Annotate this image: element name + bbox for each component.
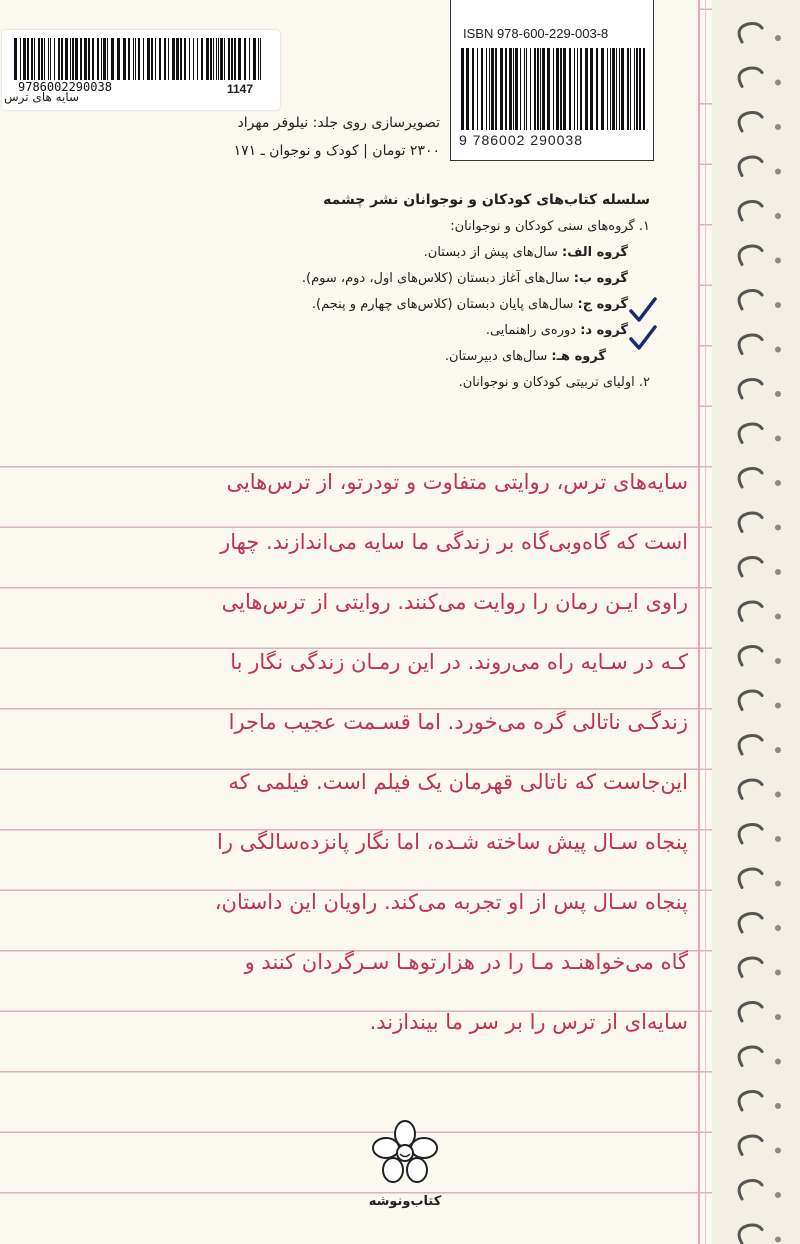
barcode-bar	[610, 48, 611, 130]
barcode-bar	[128, 38, 130, 80]
barcode-bar	[495, 48, 497, 130]
barcode-bar	[258, 38, 259, 80]
binding-ring	[739, 691, 762, 710]
barcode-bar	[461, 48, 464, 130]
barcode-bar	[500, 48, 503, 130]
binding-hole	[775, 35, 781, 41]
barcode-bar	[524, 48, 525, 130]
barcode-bar	[234, 38, 236, 80]
binding-ring	[739, 647, 762, 666]
barcode-bar	[159, 38, 161, 80]
barcode-bar	[590, 48, 593, 130]
barcode-bar	[228, 38, 230, 80]
barcode-bar	[491, 48, 494, 130]
blurb-line: سایه‌های ترس، روایتی متفاوت و تودرتو، از ترس‌هایی	[226, 470, 688, 494]
sticker-barcode-number: 9786002290038	[18, 80, 112, 94]
barcode-bar	[184, 38, 186, 80]
blurb-line: پنجاه سـال پیش ساخته شـده، اما نگار پانزده‌سالگی را	[217, 830, 688, 854]
binding-ring	[739, 469, 762, 488]
barcode-bar	[48, 38, 49, 80]
isbn-box	[450, 0, 654, 161]
barcode-bar	[172, 38, 175, 80]
barcode-bar	[80, 38, 82, 80]
blurb-line: کـه در سـایه راه می‌روند. در این رمـان زندگی نگار با	[230, 650, 688, 674]
binding-ring	[739, 113, 762, 132]
barcode-bar	[580, 48, 582, 130]
barcode-bar	[155, 38, 156, 80]
barcode-bar	[537, 48, 539, 130]
barcode-bar	[65, 38, 68, 80]
series-row	[130, 214, 650, 240]
barcode-bar	[627, 48, 629, 130]
barcode-bar	[147, 38, 150, 80]
binding-ring	[739, 380, 762, 399]
series-row-text: ۲. اولیای تربیتی کودکان و نوجوانان.	[458, 375, 650, 390]
binding-hole	[775, 1059, 781, 1065]
barcode-bar	[560, 48, 562, 130]
binding-hole	[775, 436, 781, 442]
binding-hole	[775, 1192, 781, 1198]
barcode-bar	[38, 38, 40, 80]
barcode-bar	[253, 38, 256, 80]
binding-hole	[775, 391, 781, 397]
blurb-line: زندگـی ناتالی گره می‌خورد. اما قسـمت عجیب ماجرا	[228, 710, 688, 734]
spiral-binding	[712, 0, 800, 1244]
isbn-barcode	[461, 48, 647, 130]
barcode-bar	[70, 38, 71, 80]
barcode-bar	[75, 38, 78, 80]
barcode-bar	[61, 38, 63, 80]
binding-hole	[775, 1103, 781, 1109]
binding-ring	[739, 1003, 762, 1022]
barcode-bar	[107, 38, 108, 80]
barcode-bar	[244, 38, 246, 80]
binding-ring	[739, 736, 762, 755]
binding-hole	[775, 881, 781, 887]
binding-ring	[739, 202, 762, 221]
cover-art-credit: تصویرسازی روی جلد: نیلوفر مهراد	[237, 115, 440, 131]
barcode-bar	[563, 48, 566, 130]
barcode-bar	[486, 48, 487, 130]
barcode-bar	[569, 48, 571, 130]
price-line: ۲۳۰۰ تومان | کودک و نوجوان ـ ۱۷۱	[233, 143, 440, 159]
binding-hole	[775, 302, 781, 308]
series-row-label: گروه هـ:	[551, 349, 606, 364]
binding-ring	[739, 157, 762, 176]
barcode-bar	[111, 38, 114, 80]
barcode-bar	[31, 38, 33, 80]
barcode-bar	[218, 38, 219, 80]
barcode-bar	[50, 38, 51, 80]
blurb	[128, 452, 688, 1052]
barcode-bar	[607, 48, 608, 130]
binding-ring	[739, 1181, 762, 1200]
binding-hole	[775, 124, 781, 130]
barcode-bar	[596, 48, 598, 130]
binding-ring	[739, 780, 762, 799]
binding-hole	[775, 1237, 781, 1243]
binding-ring	[739, 958, 762, 977]
binding-ring	[739, 1225, 762, 1244]
binding-hole	[775, 80, 781, 86]
binding-ring	[739, 246, 762, 265]
binding-hole	[775, 1148, 781, 1154]
series-row-label: گروه ب:	[573, 271, 628, 286]
binding-ring	[739, 335, 762, 354]
barcode-bar	[193, 38, 194, 80]
barcode-bar	[216, 38, 217, 80]
binding-hole	[775, 925, 781, 931]
barcode-bar	[20, 38, 21, 80]
barcode-bar	[616, 48, 617, 130]
binding-hole	[775, 569, 781, 575]
sticker-barcode	[14, 38, 264, 80]
isbn-digits: 9 786002 290038	[459, 132, 583, 148]
checkmark-icon	[628, 324, 658, 354]
binding-hole	[775, 836, 781, 842]
publisher-logo	[360, 1118, 450, 1218]
barcode-bar	[220, 38, 223, 80]
series-row-text: سال‌های دبیرستان.	[444, 349, 548, 364]
barcode-bar	[630, 48, 631, 130]
margin-line	[698, 0, 700, 1244]
barcode-bar	[481, 48, 483, 130]
barcode-bar	[520, 48, 521, 130]
barcode-bar	[133, 38, 134, 80]
barcode-bar	[466, 48, 469, 130]
series-list	[130, 192, 650, 396]
sticker-spine-title: سایه های ترس	[4, 90, 80, 104]
barcode-bar	[210, 38, 212, 80]
binding-ring	[739, 558, 762, 577]
binding-hole	[775, 658, 781, 664]
barcode-bar	[123, 38, 126, 80]
binding-ring	[739, 914, 762, 933]
series-row	[130, 370, 650, 396]
barcode-bar	[143, 38, 144, 80]
barcode-bar	[526, 48, 527, 130]
series-row	[130, 266, 650, 292]
barcode-bar	[34, 38, 35, 80]
series-row-text: سال‌های آغاز دبستان (کلاس‌های اول، دوم، سوم).	[301, 271, 570, 286]
barcode-bar	[515, 48, 518, 130]
barcode-bar	[619, 48, 620, 130]
barcode-bar	[636, 48, 638, 130]
barcode-bar	[41, 38, 43, 80]
series-row-text: سال‌های پیش از دبستان.	[423, 245, 558, 260]
barcode-bar	[201, 38, 203, 80]
series-row	[130, 240, 650, 266]
barcode-bar	[101, 38, 102, 80]
margin-line-secondary	[705, 0, 706, 1244]
barcode-bar	[224, 38, 225, 80]
series-row-label: گروه الف:	[562, 245, 628, 260]
barcode-bar	[92, 38, 94, 80]
series-row-text: دوره‌ی راهنمایی.	[485, 323, 577, 338]
binding-ring	[739, 1047, 762, 1066]
binding-ring	[739, 68, 762, 87]
barcode-bar	[534, 48, 536, 130]
barcode-bar	[489, 48, 490, 130]
binding-hole	[775, 525, 781, 531]
binding-hole	[775, 1014, 781, 1020]
barcode-bar	[238, 38, 241, 80]
blurb-line: راوی ایـن رمان را روایت می‌کنند. روایتی از ترس‌هایی	[221, 590, 688, 614]
barcode-bar	[138, 38, 140, 80]
binding-hole	[775, 792, 781, 798]
binding-hole	[775, 614, 781, 620]
flower-icon	[370, 1118, 440, 1188]
barcode-bar	[643, 48, 645, 130]
blurb-line: پنجاه سـال پس از او تجربه می‌کند. راویان این داستان،	[214, 890, 688, 914]
barcode-bar	[189, 38, 190, 80]
barcode-bar	[88, 38, 90, 80]
series-row-text: سال‌های پایان دبستان (کلاس‌های چهارم و پنجم).	[311, 297, 574, 312]
barcode-bar	[231, 38, 233, 80]
series-row-label: گروه د:	[580, 323, 628, 338]
barcode-bar	[151, 38, 153, 80]
blurb-line: است که گاه‌وبی‌گاه بر زندگی ما سایه می‌اندازند. چهار	[220, 530, 688, 554]
sticker-code: 1147	[227, 82, 254, 96]
barcode-bar	[27, 38, 29, 80]
barcode-bar	[621, 48, 624, 130]
barcode-bar	[168, 38, 169, 80]
binding-hole	[775, 703, 781, 709]
binding-ring	[739, 291, 762, 310]
binding-ring	[739, 424, 762, 443]
barcode-bar	[540, 48, 541, 130]
barcode-bar	[58, 38, 60, 80]
series-title: سلسله کتاب‌های کودکان و نوجوانان نشر چشمه	[323, 192, 650, 208]
binding-ring	[739, 602, 762, 621]
barcode-bar	[260, 38, 261, 80]
barcode-bar	[577, 48, 578, 130]
barcode-bar	[23, 38, 26, 80]
blurb-line: گاه می‌خواهنـد مـا را در هزارتوهـا سـرگردان کنند و	[244, 950, 688, 974]
barcode-bar	[601, 48, 604, 130]
barcode-bar	[639, 48, 641, 130]
binding-hole	[775, 747, 781, 753]
barcode-bar	[477, 48, 478, 130]
barcode-bar	[472, 48, 474, 130]
publisher-name: کتاب‌ونوشه	[368, 1194, 442, 1209]
binding-hole	[775, 347, 781, 353]
barcode-bar	[249, 38, 250, 80]
isbn-text: ISBN 978-600-229-003-8	[463, 26, 609, 41]
binding-hole	[775, 213, 781, 219]
barcode-bar	[72, 38, 74, 80]
binding-ring	[739, 869, 762, 888]
barcode-bar	[513, 48, 514, 130]
binding-ring	[739, 825, 762, 844]
barcode-bar	[574, 48, 575, 130]
barcode-bar	[14, 38, 17, 80]
barcode-bar	[530, 48, 531, 130]
barcode-bar	[213, 38, 214, 80]
barcode-bar	[84, 38, 87, 80]
binding-ring	[739, 1092, 762, 1111]
blurb-line: سایه‌ای از ترس را بر سر ما بیندازند.	[369, 1010, 688, 1034]
barcode-bar	[103, 38, 106, 80]
barcode-bar	[509, 48, 512, 130]
barcode-bar	[164, 38, 166, 80]
binding-hole	[775, 258, 781, 264]
barcode-bar	[585, 48, 588, 130]
binding-hole	[775, 970, 781, 976]
binding-hole	[775, 169, 781, 175]
barcode-bar	[206, 38, 209, 80]
series-row	[130, 318, 650, 344]
barcode-bar	[54, 38, 55, 80]
barcode-bar	[180, 38, 182, 80]
barcode-bar	[634, 48, 635, 130]
binding-ring	[739, 513, 762, 532]
barcode-bar	[135, 38, 136, 80]
series-row	[130, 344, 650, 370]
barcode-bar	[547, 48, 550, 130]
barcode-bar	[542, 48, 545, 130]
series-row-text: ۱. گروه‌های سنی کودکان و نوجوانان:	[450, 219, 650, 234]
barcode-bar	[556, 48, 559, 130]
barcode-bar	[176, 38, 179, 80]
binding-ring	[739, 1136, 762, 1155]
barcode-bar	[117, 38, 120, 80]
binding-rings	[712, 0, 800, 1244]
barcode-bar	[197, 38, 198, 80]
binding-hole	[775, 480, 781, 486]
barcode-bar	[612, 48, 615, 130]
blurb-line: این‌جاست که ناتالی قهرمان یک فیلم است. فیلمی که	[228, 770, 688, 794]
barcode-bar	[505, 48, 507, 130]
series-row-label: گروه ج:	[577, 297, 628, 312]
barcode-bar	[553, 48, 554, 130]
checkmark-icon	[628, 296, 658, 326]
binding-ring	[739, 24, 762, 43]
barcode-bar	[97, 38, 99, 80]
barcode-bar	[44, 38, 45, 80]
series-row	[130, 292, 650, 318]
